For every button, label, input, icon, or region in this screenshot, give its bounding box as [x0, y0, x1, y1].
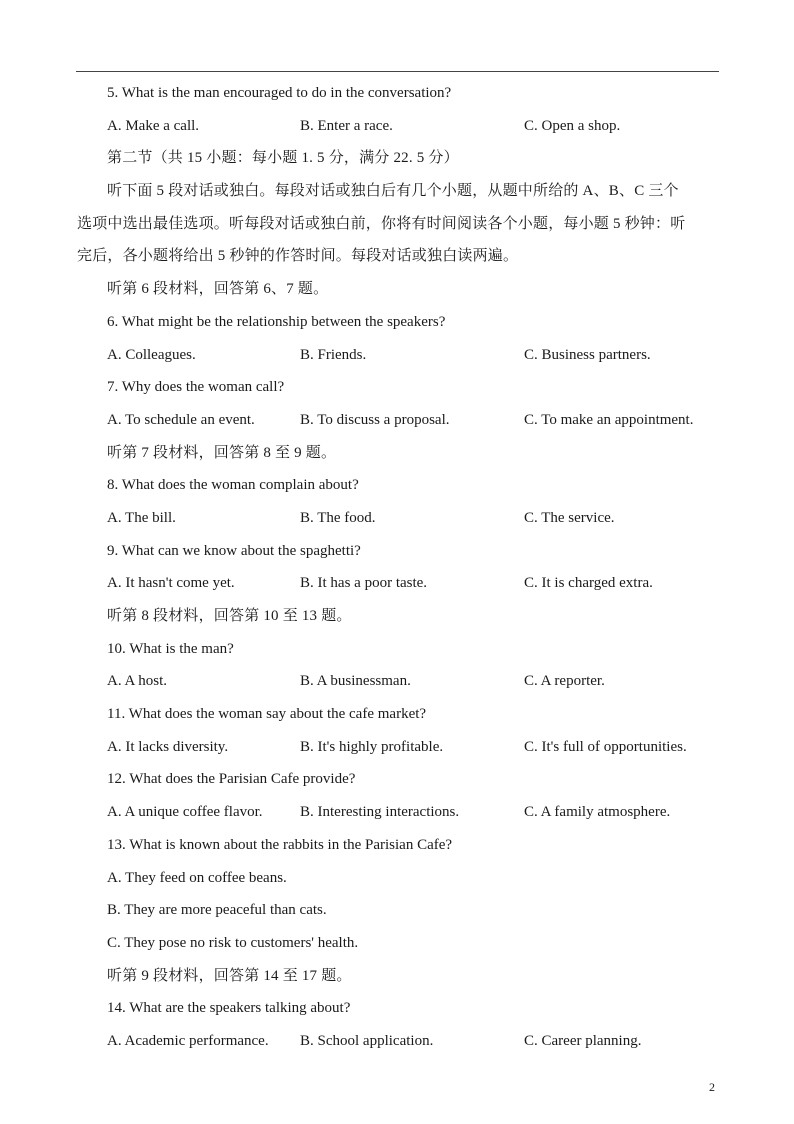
question-12-stem: 12. What does the Parisian Cafe provide? [107, 771, 356, 788]
option-b: B. Enter a race. [300, 117, 393, 134]
option-b: B. To discuss a proposal. [300, 411, 450, 428]
page-content [77, 80, 721, 1061]
option-b: B. It has a poor taste. [300, 575, 428, 592]
material-6-heading: 听第 6 段材料，回答第 6、7 题。 [107, 281, 329, 298]
option-b: B. Interesting interactions. [300, 804, 460, 821]
question-12-options [107, 799, 721, 832]
option-a: A. They feed on coffee beans. [107, 869, 287, 886]
question-10-options [107, 668, 721, 701]
question-14-options [107, 1028, 721, 1061]
option-c: C. A family atmosphere. [524, 804, 671, 821]
option-c: C. It's full of opportunities. [524, 738, 687, 755]
question-6-options [107, 342, 721, 375]
option-c: C. Business partners. [524, 346, 651, 363]
option-c: C. To make an appointment. [524, 411, 694, 428]
option-a: A. It hasn't come yet. [107, 575, 235, 592]
question-14-stem: 14. What are the speakers talking about? [107, 1000, 351, 1017]
option-a: A. Academic performance. [107, 1032, 269, 1049]
question-5-options [107, 113, 721, 146]
material-8-heading: 听第 8 段材料，回答第 10 至 13 题。 [107, 608, 352, 624]
question-8-stem: 8. What does the woman complain about? [107, 477, 359, 494]
question-10-stem: 10. What is the man? [107, 640, 234, 657]
option-b: B. School application. [300, 1032, 434, 1049]
option-b: B. The food. [300, 509, 376, 526]
section-2-instructions-line-3: 完后，各小题将给出 5 秒钟的作答时间。每段对话或独白读两遍。 [77, 248, 519, 265]
question-11-stem: 11. What does the woman say about the cafe market? [107, 706, 427, 723]
option-a: A. A host. [107, 673, 168, 690]
header-rule [76, 71, 719, 72]
option-b: B. Friends. [300, 346, 367, 363]
option-a: A. To schedule an event. [107, 411, 255, 428]
option-c: C. A reporter. [524, 673, 605, 690]
option-c: C. Open a shop. [524, 117, 621, 134]
option-b: B. A businessman. [300, 673, 411, 690]
option-c: C. It is charged extra. [524, 575, 653, 592]
option-b: B. It's highly profitable. [300, 738, 444, 755]
option-a: A. Colleagues. [107, 346, 196, 363]
option-a: A. The bill. [107, 509, 176, 526]
question-7-stem: 7. Why does the woman call? [107, 379, 285, 396]
material-7-heading: 听第 7 段材料，回答第 8 至 9 题。 [107, 444, 337, 461]
option-c: C. Career planning. [524, 1032, 642, 1049]
option-b: B. They are more peaceful than cats. [107, 902, 327, 919]
option-a: A. A unique coffee flavor. [107, 804, 263, 821]
option-a: A. It lacks diversity. [107, 738, 229, 755]
section-2-title: 第二节（共 15 小题：每小题 1. 5 分，满分 22. 5 分） [107, 150, 459, 167]
section-2-instructions-line-1: 听下面 5 段对话或独白。每段对话或独白后有几个小题，从题中所给的 A、B、C 三个 [107, 183, 679, 200]
question-9-options [107, 570, 721, 603]
question-6-stem: 6. What might be the relationship between the speakers? [107, 313, 446, 330]
option-a: A. Make a call. [107, 117, 200, 134]
question-5-stem: 5. What is the man encouraged to do in the conversation? [107, 85, 452, 101]
question-8-options [107, 505, 721, 538]
option-c: C. They pose no risk to customers' health. [107, 934, 359, 951]
question-9-stem: 9. What can we know about the spaghetti? [107, 542, 361, 559]
question-7-options [107, 407, 721, 440]
option-c: C. The service. [524, 509, 615, 526]
material-9-heading: 听第 9 段材料，回答第 14 至 17 题。 [107, 967, 352, 984]
question-13-stem: 13. What is known about the rabbits in the Parisian Cafe? [107, 836, 453, 853]
section-2-instructions-line-2: 选项中选出最佳选项。听每段对话或独白前，你将有时间阅读各个小题，每小题 5 秒钟：听 [77, 215, 686, 232]
question-11-options [107, 734, 721, 767]
page-number: 2 [709, 1080, 715, 1094]
